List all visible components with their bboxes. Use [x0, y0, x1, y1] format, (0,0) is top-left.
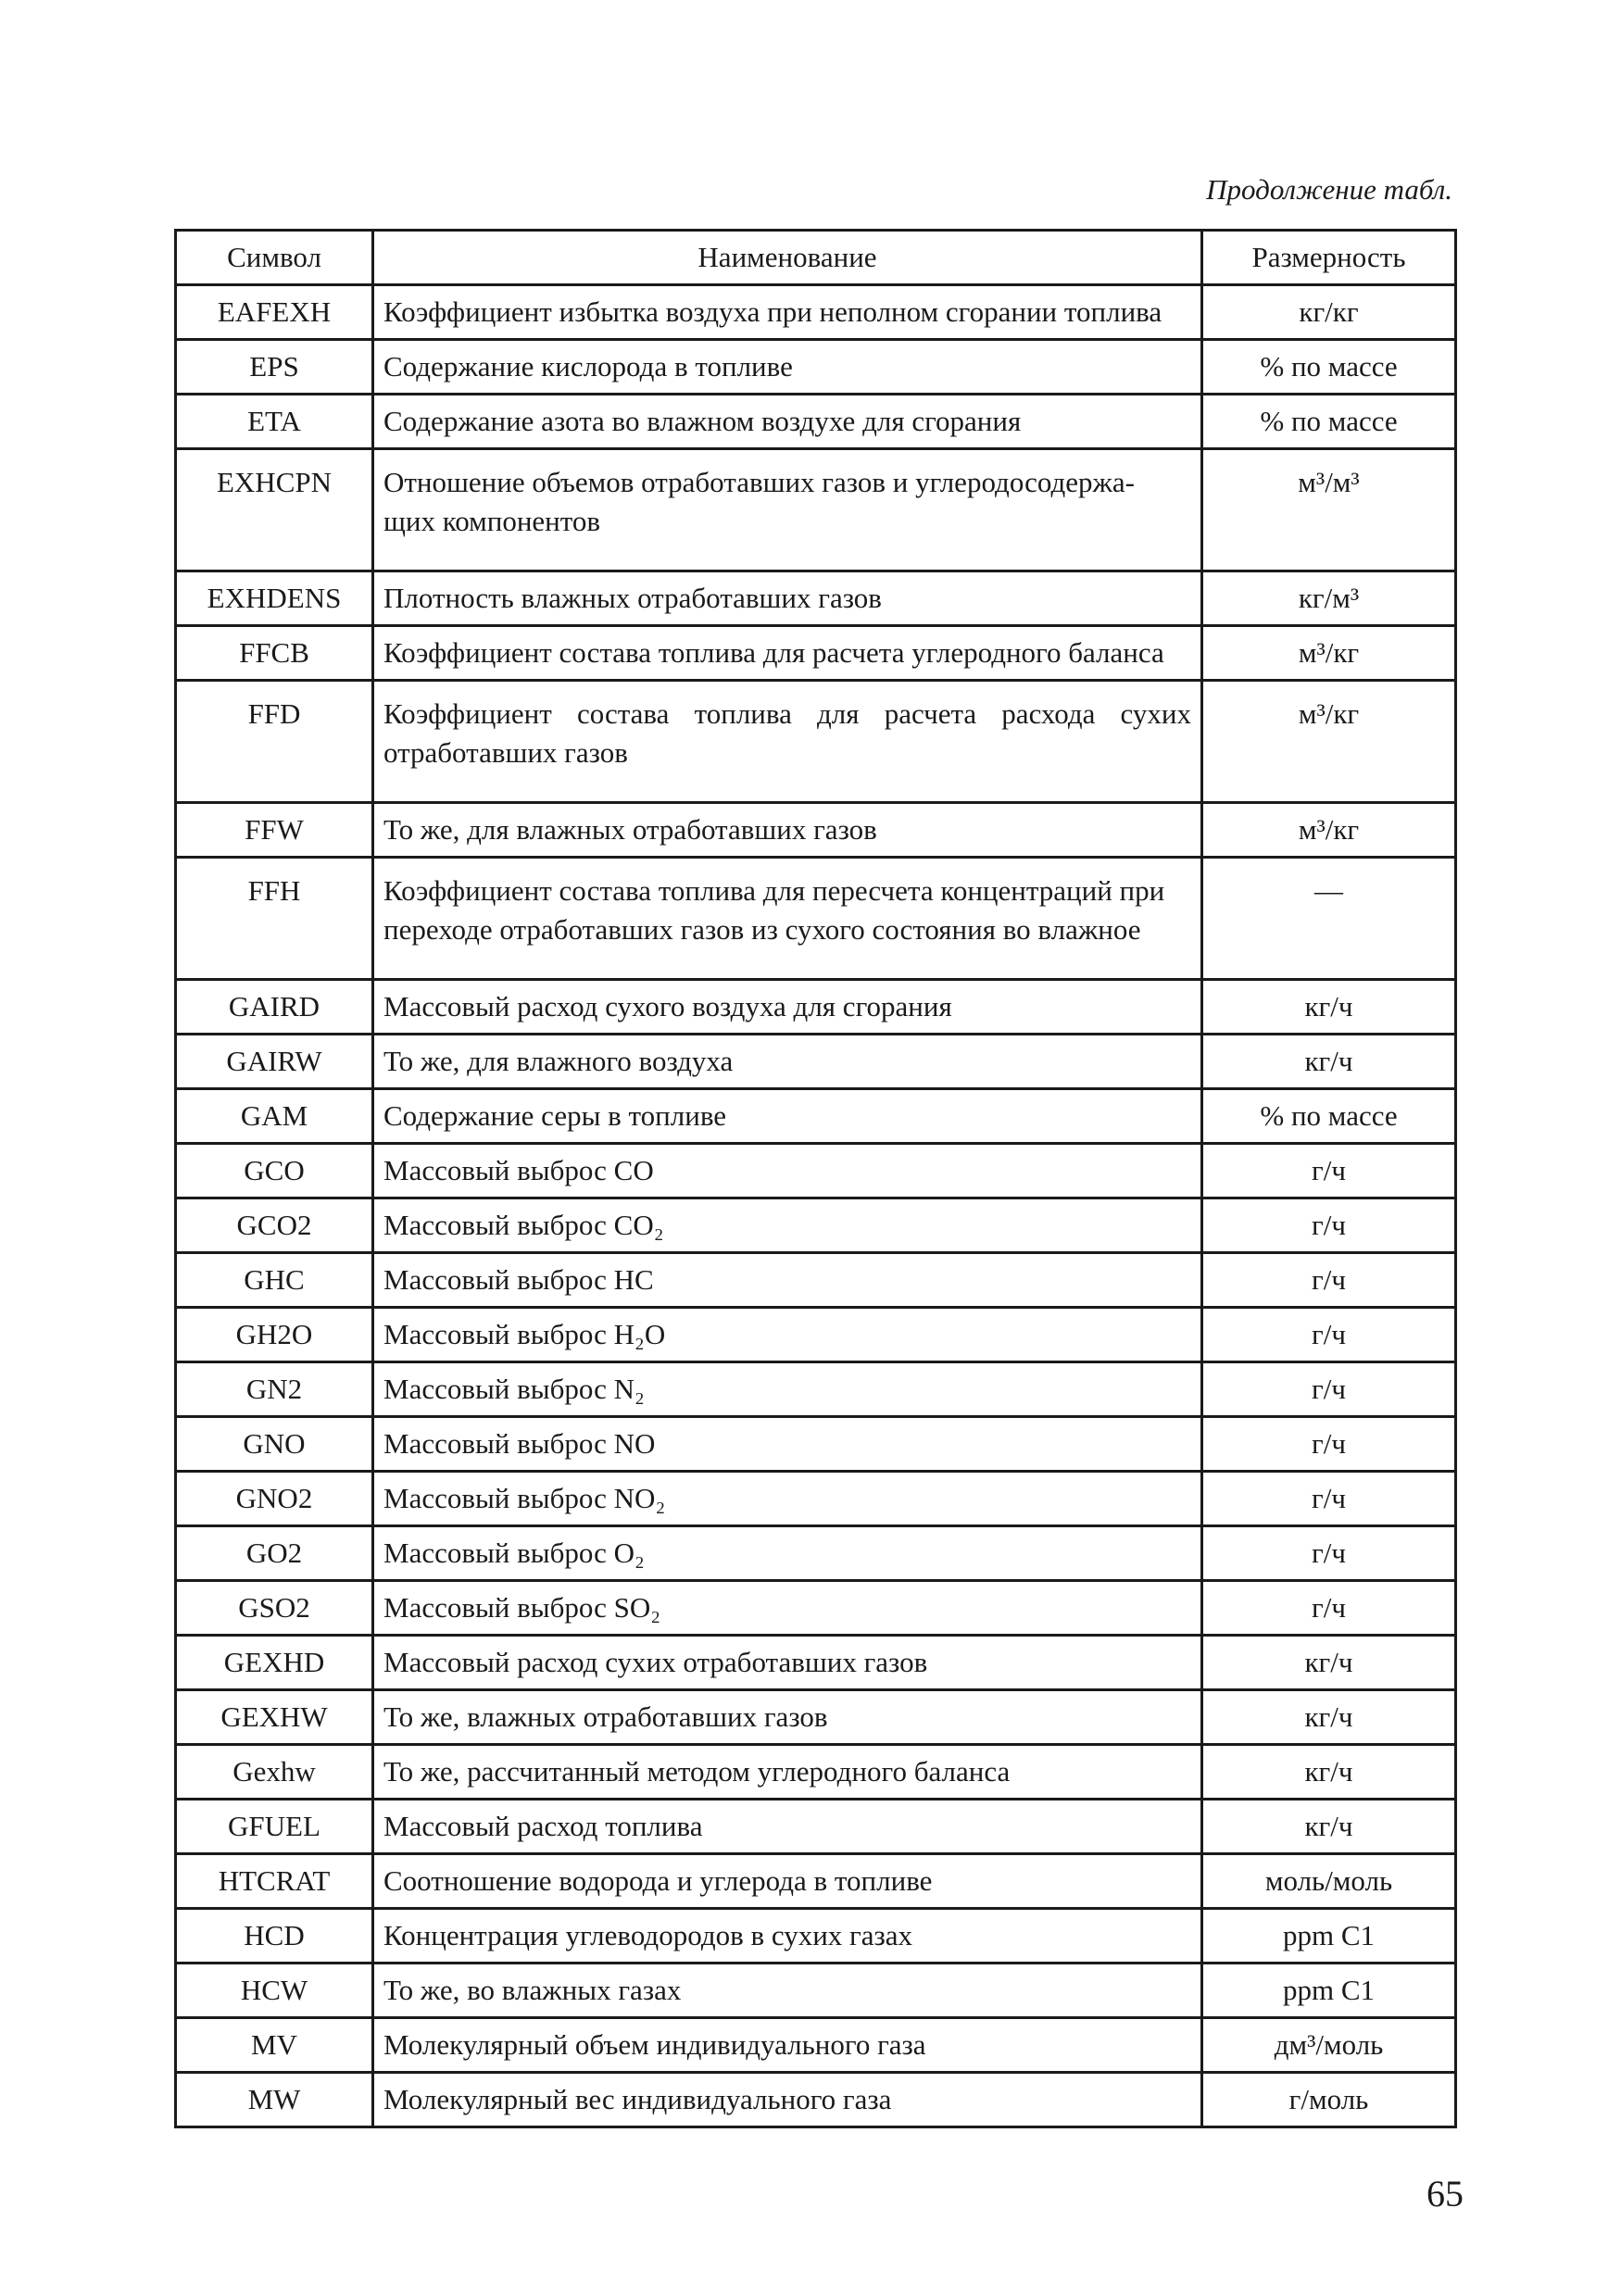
unit-cell-text: кг/кг [1299, 295, 1359, 328]
unit-cell [1202, 1745, 1456, 1800]
name-cell-text: Концентрация углеводородов в сухих газах [383, 1919, 913, 1951]
unit-cell-text: м³/кг [1298, 813, 1360, 846]
table-row [176, 1253, 1456, 1308]
unit-cell-text: % по массе [1260, 350, 1398, 383]
header-name: Наименование [373, 231, 1202, 285]
name-cell [373, 449, 1202, 571]
name-cell [373, 858, 1202, 980]
table-header-row [176, 231, 1456, 285]
unit-cell-text: м³/кг [1298, 697, 1360, 730]
symbol-cell-text: GEXHW [220, 1700, 328, 1733]
name-cell-text: Плотность влажных отработавших газов [383, 582, 882, 614]
symbol-cell [176, 681, 373, 803]
header-unit: Размерность [1202, 231, 1456, 285]
page-number: 65 [1426, 2173, 1464, 2214]
symbol-cell [176, 1800, 373, 1854]
unit-cell [1202, 1417, 1456, 1472]
unit-cell [1202, 1526, 1456, 1581]
name-cell-text: Молекулярный объем индивидуального газа [383, 2028, 926, 2061]
unit-cell-text: % по массе [1260, 1099, 1398, 1132]
unit-cell [1202, 626, 1456, 681]
name-cell-text: Массовый расход сухих отработавших газов [383, 1646, 928, 1678]
unit-cell [1202, 449, 1456, 571]
symbol-cell [176, 1308, 373, 1362]
name-cell-text: Массовый выброс NO [383, 1427, 656, 1460]
unit-cell-text: ppm C1 [1282, 1919, 1376, 1951]
symbol-cell [176, 1909, 373, 1964]
unit-cell-text: г/ч [1312, 1591, 1346, 1624]
table-row [176, 980, 1456, 1035]
unit-cell [1202, 1362, 1456, 1417]
name-cell-text: То же, рассчитанный методом углеродного баланса [383, 1755, 1011, 1788]
table-row [176, 2073, 1456, 2127]
symbol-cell-text: FFD [247, 697, 301, 730]
name-cell-text: Массовый выброс CO [383, 1154, 654, 1186]
symbol-cell-text: GAIRW [226, 1045, 322, 1077]
name-cell [373, 1745, 1202, 1800]
name-cell [373, 803, 1202, 858]
name-cell-text: Коэффициент состава топлива для пересчета концентраций при переходе отработавших газов из сухого состояния во влажное [383, 874, 1165, 946]
table-row [176, 803, 1456, 858]
symbol-cell [176, 1964, 373, 2018]
symbol-cell [176, 1854, 373, 1909]
table-row [176, 1417, 1456, 1472]
name-cell-text: Массовый расход топлива [383, 1810, 703, 1842]
table-row [176, 1472, 1456, 1526]
name-cell [373, 1035, 1202, 1089]
symbol-cell-text: MW [247, 2083, 301, 2115]
symbol-cell [176, 1035, 373, 1089]
unit-cell-text: кг/ч [1304, 1755, 1353, 1788]
table-row [176, 1581, 1456, 1636]
name-cell [373, 1362, 1202, 1417]
symbol-cell-text: GAM [240, 1099, 308, 1132]
name-cell [373, 1909, 1202, 1964]
name-cell [373, 1581, 1202, 1636]
symbol-cell [176, 2018, 373, 2073]
symbol-cell-text: HCW [240, 1974, 308, 2006]
name-cell [373, 626, 1202, 681]
unit-cell [1202, 340, 1456, 395]
symbols-table [174, 229, 1457, 2128]
symbol-cell [176, 1745, 373, 1800]
unit-cell-text: моль/моль [1264, 1864, 1393, 1897]
table-row [176, 1745, 1456, 1800]
name-cell-text: Массовый выброс CO₂ [383, 1209, 664, 1241]
unit-cell [1202, 681, 1456, 803]
unit-cell-text: % по массе [1260, 405, 1398, 437]
unit-cell-text: м³/м³ [1298, 466, 1360, 498]
symbol-cell-text: EAFEXH [217, 295, 332, 328]
unit-cell-text: г/моль [1288, 2083, 1369, 2115]
name-cell [373, 1144, 1202, 1198]
symbol-cell-text: FFCB [239, 636, 309, 669]
unit-cell-text: кг/ч [1304, 1646, 1353, 1678]
unit-cell-text: г/ч [1312, 1537, 1346, 1569]
unit-cell-text: кг/ч [1304, 1045, 1353, 1077]
symbol-cell-text: GH2O [235, 1318, 313, 1350]
table-row [176, 1909, 1456, 1964]
name-cell-text: Молекулярный вес индивидуального газа [383, 2083, 892, 2115]
table-row [176, 1362, 1456, 1417]
unit-cell-text: г/ч [1312, 1373, 1346, 1405]
table-row [176, 626, 1456, 681]
table-continuation-caption: Продолжение табл. [1206, 173, 1452, 206]
symbol-cell-text: ETA [247, 405, 301, 437]
symbol-cell-text: GNO2 [235, 1482, 313, 1514]
unit-cell [1202, 858, 1456, 980]
unit-cell [1202, 1800, 1456, 1854]
symbol-cell-text: HTCRAT [218, 1864, 331, 1897]
name-cell [373, 395, 1202, 449]
unit-cell-text: г/ч [1312, 1263, 1346, 1296]
name-cell [373, 285, 1202, 340]
unit-cell [1202, 980, 1456, 1035]
name-cell-text: Массовый выброс O₂ [383, 1537, 645, 1569]
unit-cell [1202, 571, 1456, 626]
symbol-cell [176, 1636, 373, 1690]
unit-cell [1202, 1690, 1456, 1745]
unit-cell-text: кг/м³ [1298, 582, 1360, 614]
table-row [176, 1636, 1456, 1690]
name-cell [373, 1253, 1202, 1308]
name-cell [373, 1308, 1202, 1362]
header-symbol: Символ [176, 231, 373, 285]
symbol-cell-text: MV [251, 2028, 297, 2061]
name-cell [373, 1854, 1202, 1909]
symbol-cell [176, 449, 373, 571]
symbol-cell [176, 1144, 373, 1198]
unit-cell-text: г/ч [1312, 1154, 1346, 1186]
symbol-cell [176, 340, 373, 395]
unit-cell-text: — [1314, 874, 1343, 907]
name-cell-text: То же, во влажных газах [383, 1974, 682, 2006]
symbol-cell-text: GO2 [245, 1537, 303, 1569]
unit-cell [1202, 1089, 1456, 1144]
name-cell [373, 2018, 1202, 2073]
unit-cell [1202, 2018, 1456, 2073]
table-row [176, 1144, 1456, 1198]
symbol-cell-text: HCD [244, 1919, 305, 1951]
unit-cell-text: г/ч [1312, 1209, 1346, 1241]
unit-cell [1202, 1636, 1456, 1690]
symbol-cell [176, 395, 373, 449]
table-row [176, 395, 1456, 449]
table-row [176, 858, 1456, 980]
name-cell-text: Массовый выброс SO₂ [383, 1591, 661, 1624]
symbol-cell-text: EPS [249, 350, 299, 383]
name-cell [373, 681, 1202, 803]
unit-cell [1202, 1308, 1456, 1362]
symbol-cell-text: EXHCPN [216, 466, 332, 498]
name-cell [373, 571, 1202, 626]
table-row [176, 449, 1456, 571]
unit-cell [1202, 1472, 1456, 1526]
unit-cell [1202, 1854, 1456, 1909]
symbol-cell-text: Gexhw [232, 1755, 316, 1788]
symbol-cell [176, 1417, 373, 1472]
symbol-cell [176, 858, 373, 980]
symbol-cell-text: GAIRD [228, 990, 320, 1023]
table-row [176, 1800, 1456, 1854]
symbol-cell [176, 1526, 373, 1581]
symbol-cell-text: GNO [243, 1427, 306, 1460]
symbol-cell [176, 1690, 373, 1745]
unit-cell-text: ppm C1 [1282, 1974, 1376, 2006]
symbol-cell [176, 1089, 373, 1144]
symbol-cell [176, 1362, 373, 1417]
symbol-cell [176, 1198, 373, 1253]
name-cell [373, 1198, 1202, 1253]
name-cell-text: То же, для влажных отработавших газов [383, 813, 877, 846]
table-row [176, 1526, 1456, 1581]
unit-cell-text: кг/ч [1304, 1700, 1353, 1733]
unit-cell-text: дм³/моль [1274, 2028, 1384, 2061]
unit-cell [1202, 395, 1456, 449]
name-cell [373, 1472, 1202, 1526]
name-cell [373, 1089, 1202, 1144]
name-cell [373, 340, 1202, 395]
symbol-cell [176, 626, 373, 681]
unit-cell [1202, 1035, 1456, 1089]
unit-cell [1202, 1909, 1456, 1964]
table-row [176, 1089, 1456, 1144]
table-row [176, 1308, 1456, 1362]
table-row [176, 571, 1456, 626]
name-cell [373, 1526, 1202, 1581]
unit-cell [1202, 1964, 1456, 2018]
symbol-cell-text: GEXHD [223, 1646, 325, 1678]
name-cell-text: Коэффициент состава топлива для расчета углеродного баланса [383, 636, 1164, 669]
symbol-cell [176, 571, 373, 626]
table-body [176, 285, 1456, 2127]
name-cell [373, 1964, 1202, 2018]
table-row [176, 681, 1456, 803]
name-cell-text: Отношение объемов отработавших газов и углеродосодержа- щих компонентов [383, 466, 1135, 537]
unit-cell-text: г/ч [1312, 1427, 1346, 1460]
name-cell-text: Массовый выброс N₂ [383, 1373, 645, 1405]
table-row [176, 1854, 1456, 1909]
name-cell-text: Массовый выброс HC [383, 1263, 654, 1296]
symbol-cell-text: GSO2 [238, 1591, 310, 1624]
name-cell [373, 1417, 1202, 1472]
table-row [176, 1690, 1456, 1745]
symbol-cell-text: FFH [247, 874, 301, 907]
name-cell-text: То же, влажных отработавших газов [383, 1700, 828, 1733]
unit-cell [1202, 2073, 1456, 2127]
name-cell [373, 1636, 1202, 1690]
name-cell-text: Содержание серы в топливе [383, 1099, 727, 1132]
symbol-cell-text: EXHDENS [207, 582, 342, 614]
unit-cell [1202, 285, 1456, 340]
symbol-cell-text: FFW [245, 813, 304, 846]
symbol-cell [176, 285, 373, 340]
unit-cell [1202, 1198, 1456, 1253]
name-cell [373, 1800, 1202, 1854]
symbol-cell-text: GN2 [245, 1373, 303, 1405]
name-cell [373, 1690, 1202, 1745]
unit-cell-text: м³/кг [1298, 636, 1360, 669]
name-cell-text: Соотношение водорода и углерода в топливе [383, 1864, 933, 1897]
name-cell-text: То же, для влажного воздуха [383, 1045, 734, 1077]
unit-cell [1202, 1144, 1456, 1198]
table-row [176, 340, 1456, 395]
name-cell-text: Массовый выброс H₂O [383, 1318, 666, 1350]
unit-cell-text: г/ч [1312, 1318, 1346, 1350]
name-cell-text: Коэффициент избытка воздуха при неполном сгорании топлива [383, 295, 1162, 328]
symbol-cell-text: GCO [244, 1154, 305, 1186]
unit-cell-text: кг/ч [1304, 990, 1353, 1023]
unit-cell-text: г/ч [1312, 1482, 1346, 1514]
symbol-cell-text: GHC [244, 1263, 305, 1296]
symbol-cell [176, 803, 373, 858]
symbol-cell [176, 1472, 373, 1526]
name-cell [373, 980, 1202, 1035]
name-cell-text: Коэффициент состава топлива для расчета расхода сухих отработавших газов [383, 697, 1191, 769]
name-cell-text: Массовый выброс NO₂ [383, 1482, 666, 1514]
table-row [176, 2018, 1456, 2073]
symbol-cell [176, 1581, 373, 1636]
symbol-cell-text: GFUEL [228, 1810, 320, 1842]
symbol-cell [176, 2073, 373, 2127]
name-cell-text: Содержание азота во влажном воздухе для сгорания [383, 405, 1022, 437]
table-row [176, 1035, 1456, 1089]
symbol-cell [176, 1253, 373, 1308]
name-cell [373, 2073, 1202, 2127]
unit-cell [1202, 1581, 1456, 1636]
symbol-cell [176, 980, 373, 1035]
unit-cell [1202, 1253, 1456, 1308]
table-row [176, 1198, 1456, 1253]
table-row [176, 285, 1456, 340]
name-cell-text: Массовый расход сухого воздуха для сгорания [383, 990, 952, 1023]
unit-cell [1202, 803, 1456, 858]
table-row [176, 1964, 1456, 2018]
symbol-cell-text: GCO2 [236, 1209, 312, 1241]
unit-cell-text: кг/ч [1304, 1810, 1353, 1842]
name-cell-text: Содержание кислорода в топливе [383, 350, 793, 383]
